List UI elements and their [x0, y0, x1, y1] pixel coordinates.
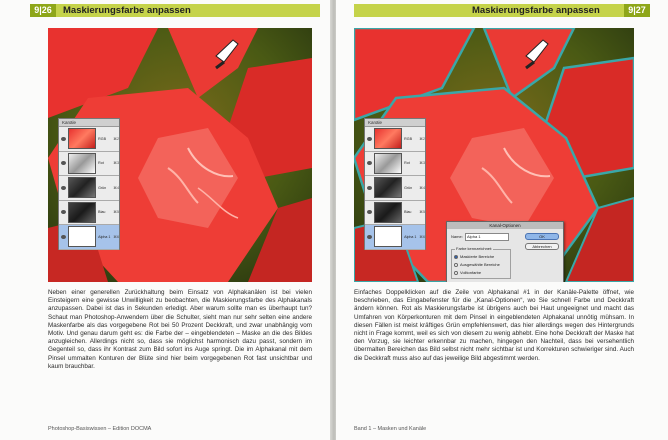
name-label: Name: [451, 234, 463, 239]
right-page [336, 0, 668, 440]
channel-options-dialog [446, 221, 564, 282]
eye-icon[interactable] [61, 186, 66, 190]
right-header-band [354, 4, 650, 17]
color-group-label [455, 281, 467, 282]
right-flower-photo [354, 28, 634, 282]
channel-thumbnail [374, 202, 402, 223]
right-footer: Band 1 – Masken und Kanäle [354, 426, 427, 432]
radio-selected-areas[interactable] [454, 262, 500, 267]
left-header-band [30, 4, 320, 17]
channels-palette [58, 118, 120, 250]
left-footer: Photoshop-Basiswissen – Edition DOCMA [48, 426, 152, 432]
left-flower-photo [48, 28, 312, 282]
color-indicates-label: Farbe kennzeichnet: [456, 246, 493, 251]
channel-thumbnail [68, 153, 96, 174]
channel-thumbnail [374, 177, 402, 198]
channel-row-rgb[interactable] [59, 127, 119, 152]
channels-palette-right [364, 118, 426, 250]
channel-thumbnail [68, 202, 96, 223]
channel-shortcut: ⌘2 [419, 136, 425, 141]
channel-shortcut: ⌘4 [113, 185, 119, 190]
channel-row-alpha[interactable] [365, 225, 425, 250]
channel-row-green[interactable] [59, 176, 119, 201]
channel-row-blue[interactable] [59, 201, 119, 226]
eye-icon[interactable] [367, 161, 372, 165]
left-body-text: Neben einer generellen Zurückhaltung beim Einsatz von Alphakanälen ist bei vielen Einsteigern eine gewisse Unwilligkeit zu beobachten, die Maskierungsfarbe des Alphakanals anzupassen. Dabei ist das in Sekunden erledigt. Aber warum sollte man es überhaupt tun? Schaut man Photoshop-Anwendern über die Schulter, sieht man nur sehr selten eine andere Maskenfarbe als das vorgegebene Rot bei 50 Prozent Deckkraft, und zwar unabhängig vom Motiv. Und genau darum geht es: die Farbe der – eingeblendeten – Maske an die des Bildes anzugleichen. Allerdings nicht so, dass sie möglichst harmonisch dazu passt, sondern im Gegenteil so, dass ihr Kontrast zum Bild sofort ins Auge springt. Die im Alphakanal mit dem Pinsel ummalten Konturen der Blüte sind hier beim vorgegebenen Rot fast unsichtbar und kaum brauchbar. [48, 289, 312, 370]
channel-thumbnail [374, 153, 402, 174]
channel-shortcut: ⌘5 [419, 210, 425, 215]
palette-title: Kanäle [59, 119, 119, 127]
channel-name: Rot [98, 161, 104, 166]
channel-thumbnail [374, 128, 402, 149]
channel-shortcut: ⌘5 [113, 210, 119, 215]
channel-name: Grün [404, 185, 413, 190]
eye-icon[interactable] [61, 235, 66, 239]
channel-shortcut: ⌘3 [113, 161, 119, 166]
ok-button[interactable]: OK [525, 233, 559, 240]
channel-shortcut: ⌘3 [419, 161, 425, 166]
palette-title: Kanäle [365, 119, 425, 127]
channel-name: RGB [98, 136, 106, 141]
channel-thumbnail [68, 128, 96, 149]
eye-icon[interactable] [367, 137, 372, 141]
channel-row-green[interactable] [365, 176, 425, 201]
channel-shortcut: ⌘2 [113, 136, 119, 141]
cancel-button[interactable]: Abbrechen [525, 243, 559, 250]
radio-label: Volltonfarbe [460, 270, 482, 275]
channel-shortcut: ⌘6 [419, 234, 425, 239]
eye-icon[interactable] [367, 235, 372, 239]
channel-name: Grün [98, 185, 107, 190]
channel-name: Alpha 1 [404, 234, 417, 239]
radio-masked-areas[interactable] [454, 254, 494, 259]
color-indicates-group [451, 246, 511, 279]
dialog-title: Kanal-Optionen [447, 222, 563, 229]
channel-name: RGB [404, 136, 412, 141]
eye-icon[interactable] [367, 186, 372, 190]
radio-spot-color[interactable] [454, 270, 481, 275]
channel-row-alpha[interactable] [59, 225, 119, 250]
left-page [0, 0, 332, 440]
left-header-title: Maskierungsfarbe anpassen [63, 5, 191, 16]
channel-name: Blau [98, 210, 106, 215]
channel-row-red[interactable] [59, 152, 119, 177]
channel-thumbnail [68, 226, 96, 247]
channel-thumbnail [374, 226, 402, 247]
channel-row-red[interactable] [365, 152, 425, 177]
radio-selected-icon[interactable] [454, 255, 458, 259]
eye-icon[interactable] [367, 210, 372, 214]
right-page-number: 9|27 [624, 4, 650, 17]
channel-name: Alpha 1 [98, 234, 111, 239]
right-header-title: Maskierungsfarbe anpassen [472, 5, 600, 16]
radio-label: Maskierte Bereiche [460, 254, 495, 259]
channel-name: Rot [404, 161, 410, 166]
channel-row-blue[interactable] [365, 201, 425, 226]
radio-icon[interactable] [454, 271, 458, 275]
name-input[interactable]: Alpha 1 [465, 233, 509, 241]
channel-shortcut: ⌘4 [419, 185, 425, 190]
channel-row-rgb[interactable] [365, 127, 425, 152]
left-page-number: 9|26 [30, 4, 56, 17]
channel-thumbnail [68, 177, 96, 198]
radio-icon[interactable] [454, 263, 458, 267]
channel-shortcut: ⌘6 [113, 234, 119, 239]
eye-icon[interactable] [61, 137, 66, 141]
right-body-text: Einfaches Doppelklicken auf die Zeile von Alphakanal #1 in der Kanäle-Palette öffnet, wie beschrieben, das Eingabefenster für die „Kanal-Optionen“, wo Sie schnell Farbe und Deckkraft ändern können. Rot als Maskierungsfarbe ist übrigens auch bei Haut ungeeignet und macht das Umfahren von Körperkonturen mit dem Pinsel in eingeblendeten Alphakanal unnötig mühsam. In diesen Fällen ist meist kräftiges Grün empfehlenswert, das hier allerdings wegen des Hintergrunds nicht in Frage kommt, weil es sich von diesem zu wenig abhebt. Eine hohe Deckkraft der Maske hat den Vorzug, sie leichter erkennbar zu machen, hingegen den Nachteil, dass bei versehentlich übermalten Bereichen das Bild selbst nicht mehr sichtbar ist und Korrekturen schwieriger sind. Auch die Deckkraft muss also auf das jeweilige Bild abgestimmt werden. [354, 289, 634, 362]
radio-label: Ausgewählte Bereiche [460, 262, 500, 267]
channel-name: Blau [404, 210, 412, 215]
eye-icon[interactable] [61, 161, 66, 165]
eye-icon[interactable] [61, 210, 66, 214]
